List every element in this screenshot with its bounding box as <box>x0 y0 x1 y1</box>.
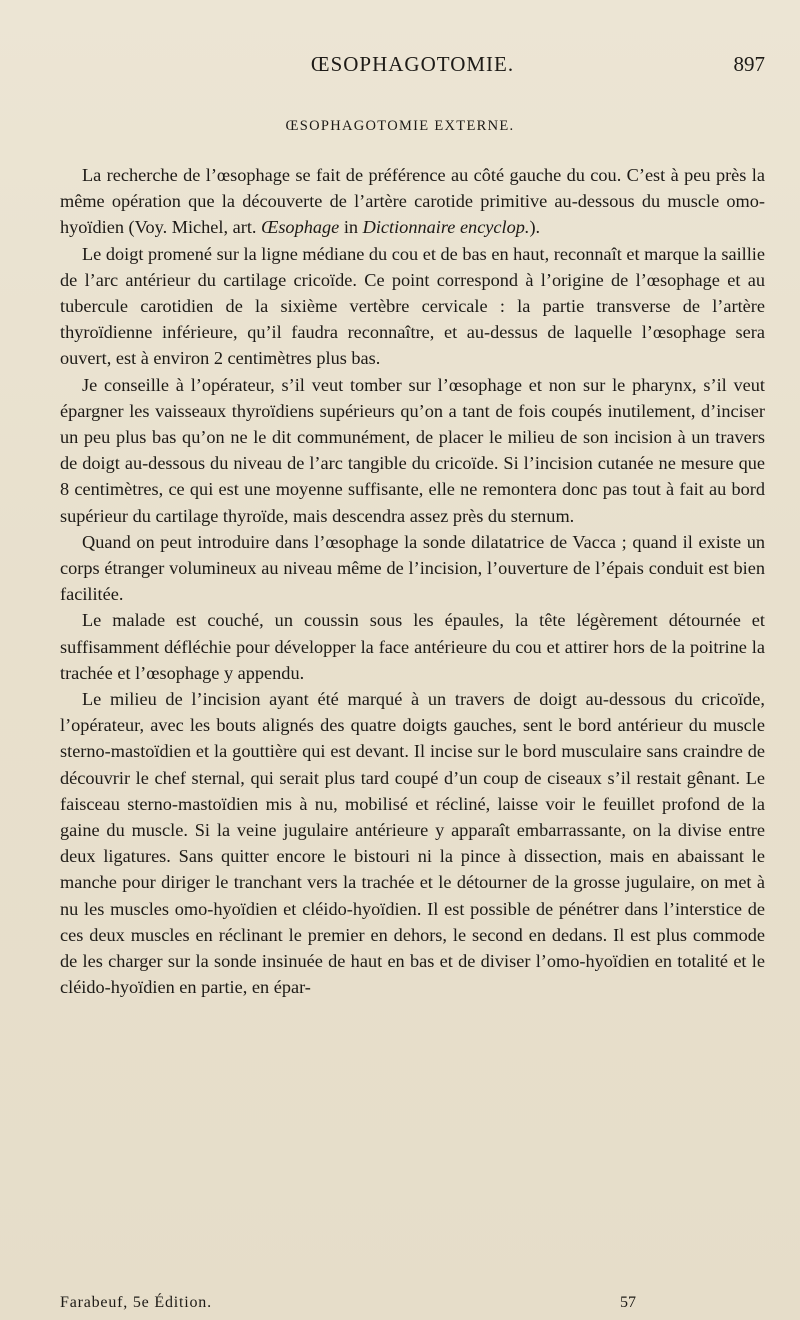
running-title: ŒSOPHAGOTOMIE. <box>310 52 515 76</box>
running-head <box>60 52 765 82</box>
paragraph-text: in <box>339 217 363 238</box>
footer-edition: 5e Édition. <box>132 1294 212 1311</box>
footer-imprint: Farabeuf, 5e Édition. <box>60 1294 212 1311</box>
signature-mark: 57 <box>620 1294 636 1311</box>
paragraph: Le malade est couché, un coussin sous les épaules, la tête légèrement détournée et suffisamment défléchie pour développer la face antérieure du cou et attirer hors de la poitrine la trachée et l’œsophage y appendu. <box>60 610 765 683</box>
italic-reference: Œsophage <box>261 217 340 238</box>
section-title: ŒSOPHAGOTOMIE EXTERNE. <box>285 118 515 134</box>
page-number: 897 <box>733 52 765 76</box>
paragraph-text: ). <box>529 217 541 238</box>
paragraph: Le milieu de l’incision ayant été marqué à un travers de doigt au-dessous du cricoïde, l’opérateur, avec les bouts alignés des quatre doigts gauches, sent le bord antérieur du muscle sterno-mastoïdien et la gouttière qui est devant. Il incise sur le bord musculaire sans craindre de découvrir le chef sternal, qui serait plus tard coupé d’un coup de ciseaux s’il restait gênant. Le faisceau sterno-mastoïdien mis à nu, mobilisé et récliné, laisse voir le feuillet profond de la gaine du muscle. Si la veine jugulaire antérieure y apparaît embarrassante, on la divise entre deux ligatures. Sans quitter encore le bistouri ni la pince à dissection, mais en abaissant le manche pour diriger le tranchant vers la trachée et le détourner de la grosse jugulaire, on met à nu les muscles omo-hyoïdien et cléido-hyoïdien. Il est possible de pénétrer dans l’interstice de ces deux muscles en réclinant le premier en dehors, le second en dedans. Il est plus commode de les charger sur la sonde insinuée de haut en bas et de diviser l’omo-hyoïdien en totalité et le cléido-hyoïdien en partie, en épar- <box>60 689 765 998</box>
body-text <box>60 162 765 1001</box>
paragraph <box>60 162 765 241</box>
paragraph: Quand on peut introduire dans l’œsophage la sonde dilatatrice de Vacca ; quand il existe un corps étranger volumineux au niveau même de l’incision, l’ouverture de l’épais conduit est bien facilitée. <box>60 531 765 605</box>
italic-reference: Dictionnaire encyclop. <box>362 217 530 238</box>
paragraph: Je conseille à l’opérateur, s’il veut tomber sur l’œsophage et non sur le pharynx, s’il veut épargner les vaisseaux thyroïdiens supérieurs qu’on a tant de fois coupés inutilement, d’inciser un peu plus bas qu’on ne le dit communément, de placer le milieu de son incision à un travers de doigt au-dessous du niveau de l’arc tangible du cricoïde. Si l’incision cutanée ne mesure que 8 centimètres, ce qui est une moyenne suffisante, elle ne remontera donc pas tout à fait au bord supérieur du cartilage thyroïde, mais descendra assez près du sternum. <box>60 374 765 526</box>
paragraph-text: La recherche de l’œsophage se fait de préférence au côté gauche du cou. C’est à peu près la même opération que la découverte de l’artère carotide primitive au-dessous du muscle omo-hyoïdien (Voy. Michel, art. <box>60 165 765 238</box>
footer-author: Farabeuf <box>60 1294 124 1311</box>
page-footer <box>60 1294 765 1316</box>
paragraph: Le doigt promené sur la ligne médiane du cou et de bas en haut, reconnaît et marque la saillie de l’arc antérieur du cartilage cricoïde. Ce point correspond à l’origine de l’œsophage et au tubercule carotidien de la sixième vertèbre cervicale : la partie transverse de l’artère thyroïdienne inférieure, qu’il faudra reconnaître, et au-dessus de laquelle l’œsophage sera ouvert, est à environ 2 centimètres plus bas. <box>60 243 765 369</box>
